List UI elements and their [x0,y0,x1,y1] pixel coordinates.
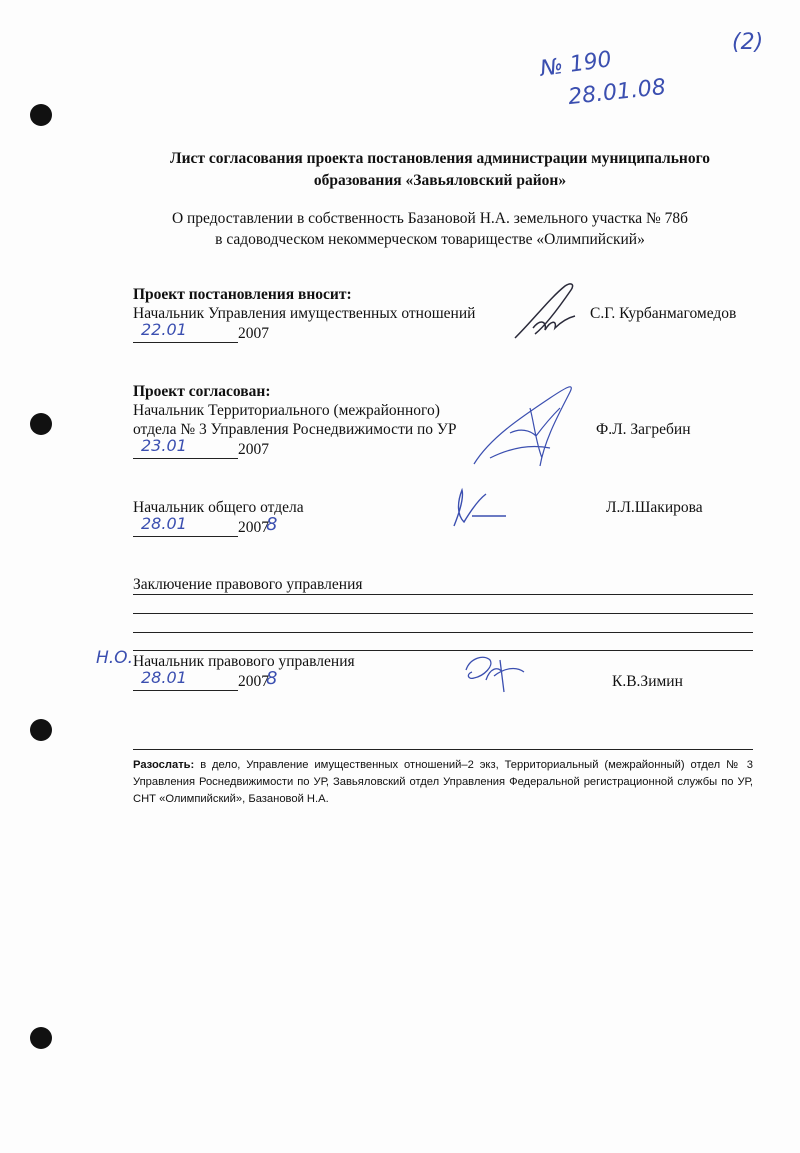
block3-year-correction: 8 [266,514,278,535]
date-underline [133,668,238,691]
block3-position: Начальник общего отдела [133,499,304,516]
legal-position: Начальник правового управления [133,653,355,670]
block2-year: 2007 [238,441,269,458]
block2-handwritten-date: 23.01 [141,436,187,455]
block1-date-line [133,320,269,343]
legal-year-correction: 8 [266,668,278,689]
conclusion-rule [133,632,753,633]
block1-name: С.Г. Курбанмагомедов [590,305,737,322]
page-mark: (2) [732,30,764,55]
punch-hole [30,1027,52,1049]
signature-zagrebin [470,378,590,473]
legal-year: 2007 [238,673,269,690]
distribution-label: Разослать: [133,759,195,771]
legal-conclusion-label: Заключение правового управления [133,576,363,593]
signature-kurbanmagomedov [505,278,585,348]
block1-heading: Проект постановления вносит: [133,286,352,303]
distribution-rule [133,749,753,750]
conclusion-rule [133,613,753,614]
document-title-line2: образования «Завьяловский район» [313,172,567,189]
date-underline [133,514,238,537]
block1-handwritten-date: 22.01 [141,320,187,339]
subject-line1: О предоставлении в собственность Базановой Н.А. земельного участка № 78б [171,210,689,227]
legal-date-line [133,668,269,691]
block2-date-line [133,436,269,459]
registration-number: № 190 [538,47,614,82]
block2-name: Ф.Л. Загребин [596,421,691,438]
punch-hole [30,104,52,126]
conclusion-rule [133,594,753,595]
legal-margin-note: Н.О. [96,648,133,668]
distribution-text: в дело, Управление имущественных отношений–2 экз, Территориальный (межрайонный) отдел № 3 Управления Роснедвижимости по УР, Завьяловский отдел Управления Федеральной регистрационной службы по УР, СНТ «Олимпийский», Базановой Н.А. [133,759,753,805]
legal-name: К.В.Зимин [612,673,683,690]
distribution-list [133,757,753,808]
signature-shakirova [450,486,510,531]
punch-hole [30,413,52,435]
date-underline [133,320,238,343]
block2-position-line1: Начальник Территориального (межрайонного) [133,402,440,419]
block3-name: Л.Л.Шакирова [606,499,703,516]
block1-year: 2007 [238,325,269,342]
block3-handwritten-date: 28.01 [141,514,187,533]
legal-handwritten-date: 28.01 [141,668,187,687]
subject-line2: в садоводческом некоммерческом товариществе «Олимпийский» [215,231,645,248]
conclusion-rule [133,650,753,651]
block3-year: 2007 [238,519,269,536]
date-underline [133,436,238,459]
document-title-line1: Лист согласования проекта постановления администрации муниципального [170,150,710,167]
block2-position-line2: отдела № 3 Управления Роснедвижимости по УР [133,421,457,438]
signature-zimin [460,650,530,695]
punch-hole [30,719,52,741]
block2-heading: Проект согласован: [133,383,271,400]
block3-date-line [133,514,269,537]
block1-position: Начальник Управления имущественных отношений [133,305,476,322]
registration-date: 28.01.08 [566,74,668,111]
